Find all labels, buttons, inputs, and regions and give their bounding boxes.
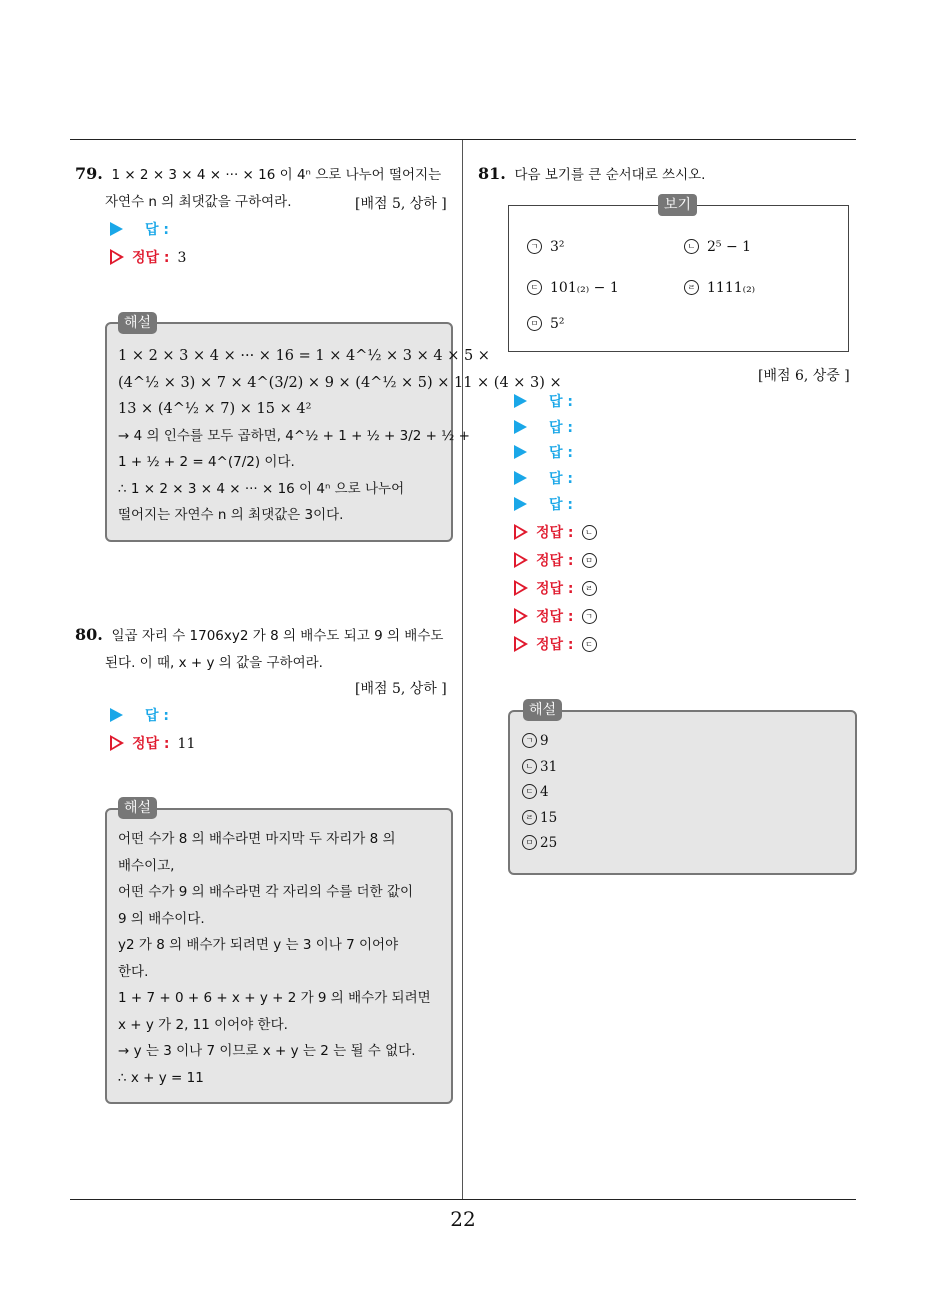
question-number: 80. [75,625,103,644]
correct-arrow-icon [110,735,124,751]
bogi-item [527,316,565,332]
top-rule [70,139,856,140]
correct-value: 11 [177,736,196,752]
circled-letter-icon: ㄴ [684,239,699,254]
solution-line: 1 + 7 + 0 + 6 + x + y + 2 가 9 의 배수가 되려면 [118,990,431,1006]
solution-line: 배수이고, [118,857,175,874]
bottom-rule [70,1199,856,1200]
solution-tag-81: 해설 [523,699,562,721]
solution-line [522,780,557,806]
answer-label: 답 : [549,394,573,410]
solution-line: → y 는 3 이나 7 이므로 x + y 는 2 는 될 수 없다. [118,1043,416,1059]
correct-label: 정답 : [536,525,574,541]
answer-arrow-icon [514,445,527,459]
correct-answer-81-5 [514,632,605,658]
solution-line: x + y 가 2, 11 이어야 한다. [118,1016,288,1033]
correct-answer-81-3 [514,576,605,602]
correct-label: 정답 : [536,581,574,597]
column-divider [462,140,463,1200]
solution-line: ∴ 1 × 2 × 3 × 4 × ··· × 16 이 4ⁿ 으로 나누어 [118,480,405,497]
answer-arrow-icon [514,420,527,434]
answer-row-81-3[interactable] [514,440,573,466]
circled-letter-icon: ㄴ [522,759,537,774]
solution-line: y2 가 8 의 배수가 되려면 y 는 3 이나 7 이어야 [118,937,399,953]
question-text-line1: 1 × 2 × 3 × 4 × ··· × 16 이 4ⁿ 으로 나누어 떨어지는 [111,167,442,183]
question-80 [75,621,460,677]
solution-line [522,755,557,781]
answer-label: 답 : [145,222,169,238]
correct-arrow-icon [514,608,528,624]
answer-label: 답 : [549,445,573,461]
circled-letter-icon: ㅁ [522,835,537,850]
circled-letter-icon: ㄷ [582,637,597,652]
answer-row-81-1[interactable] [514,389,573,415]
bogi-item-text: 5² [550,316,565,332]
correct-label: 정답 : [536,637,574,653]
circled-letter-icon: ㄴ [582,525,597,540]
solution-value: 31 [540,758,558,775]
correct-arrow-icon [514,636,528,652]
correct-label: 정답 : [536,609,574,625]
points-79: [배점 5, 상하 ] [355,196,447,212]
solution-line: (4^½ × 3) × 7 × 4^(3/2) × 9 × (4^½ × 5) × 11 × (4 × 3) × [118,374,562,391]
solution-line: 1 × 2 × 3 × 4 × ··· × 16 = 1 × 4^½ × 3 × 4 × 5 × [118,348,490,364]
solution-text-79 [118,343,562,529]
circled-letter-icon: ㄷ [522,784,537,799]
answer-row-79[interactable] [110,217,169,243]
solution-line: ∴ x + y = 11 [118,1069,204,1086]
correct-arrow-icon [110,249,124,265]
solution-tag-80: 해설 [118,797,157,819]
bogi-item-text: 1111₍₂₎ [707,280,756,296]
answer-label: 답 : [549,471,573,487]
correct-answer-80 [110,731,195,757]
page-number: 22 [450,1207,476,1231]
bogi-item-text: 2⁵ − 1 [707,239,752,255]
circled-letter-icon: ㄹ [582,581,597,596]
answer-arrow-icon [110,222,123,236]
bogi-item [527,239,565,255]
bogi-tag: 보기 [658,194,697,216]
correct-arrow-icon [514,524,528,540]
question-text-line1: 다음 보기를 큰 순서대로 쓰시오. [514,167,706,183]
solution-tag-79: 해설 [118,312,157,334]
points-80: [배점 5, 상하 ] [355,681,447,697]
answer-arrow-icon [514,394,527,408]
answer-label: 답 : [549,497,573,513]
circled-letter-icon: ㄹ [522,810,537,825]
points-81: [배점 6, 상중 ] [758,368,850,384]
correct-value: 3 [177,250,187,266]
circled-letter-icon: ㄹ [684,280,699,295]
circled-letter-icon: ㅁ [582,553,597,568]
solution-line: 13 × (4^½ × 7) × 15 × 4² [118,401,312,417]
solution-value: 25 [540,835,558,851]
question-number: 81. [478,164,506,183]
correct-answer-79 [110,245,186,271]
correct-label: 정답 : [132,250,170,266]
circled-letter-icon: ㄱ [522,733,537,748]
solution-line: 9 의 배수이다. [118,910,205,927]
correct-arrow-icon [514,580,528,596]
solution-line: 한다. [118,963,149,980]
bogi-item-text: 101₍₂₎ − 1 [550,280,619,296]
solution-value: 4 [540,784,549,800]
question-number: 79. [75,164,103,183]
solution-line: 1 + ½ + 2 = 4^(7/2) 이다. [118,454,295,470]
circled-letter-icon: ㄷ [527,280,542,295]
answer-label: 답 : [549,420,573,436]
solution-line: 어떤 수가 9 의 배수라면 각 자리의 수를 더한 값이 [118,884,413,900]
solution-box-81 [508,710,857,875]
solution-text-81 [522,729,557,857]
correct-answer-81-4 [514,604,605,630]
solution-line: 떨어지는 자연수 n 의 최댓값은 3이다. [118,507,344,523]
bogi-item [684,239,751,255]
answer-arrow-icon [514,497,527,511]
solution-value: 9 [540,733,549,749]
correct-answer-81-2 [514,548,605,574]
circled-letter-icon: ㄱ [527,239,542,254]
question-81 [478,160,858,189]
correct-answer-81-1 [514,520,605,546]
answer-label: 답 : [145,708,169,724]
solution-line: → 4 의 인수를 모두 곱하면, 4^½ + 1 + ½ + 3/2 + ½ + [118,427,470,444]
correct-label: 정답 : [132,736,170,752]
bogi-item [527,280,619,296]
answer-row-81-5[interactable] [514,492,573,518]
bogi-item [684,280,755,296]
question-text-line2: 자연수 n 의 최댓값을 구하여라. [105,194,292,210]
bogi-item-text: 3² [550,239,565,255]
answer-arrow-icon [110,708,123,722]
solution-line: 어떤 수가 8 의 배수라면 마지막 두 자리가 8 의 [118,831,396,847]
correct-arrow-icon [514,552,528,568]
question-text-line2: 된다. 이 때, x + y 의 값을 구하여라. [105,655,323,671]
circled-letter-icon: ㅁ [527,316,542,331]
answer-row-80[interactable] [110,703,169,729]
answer-arrow-icon [514,471,527,485]
answer-row-81-2[interactable] [514,415,573,441]
solution-value: 15 [540,809,558,826]
answer-row-81-4[interactable] [514,466,573,492]
correct-label: 정답 : [536,553,574,569]
circled-letter-icon: ㄱ [582,609,597,624]
question-text-line1: 일곱 자리 수 1706xy2 가 8 의 배수도 되고 9 의 배수도 [111,628,444,644]
solution-text-80 [118,826,448,1091]
solution-line [522,831,557,857]
solution-line [522,729,557,755]
solution-line [522,806,557,832]
